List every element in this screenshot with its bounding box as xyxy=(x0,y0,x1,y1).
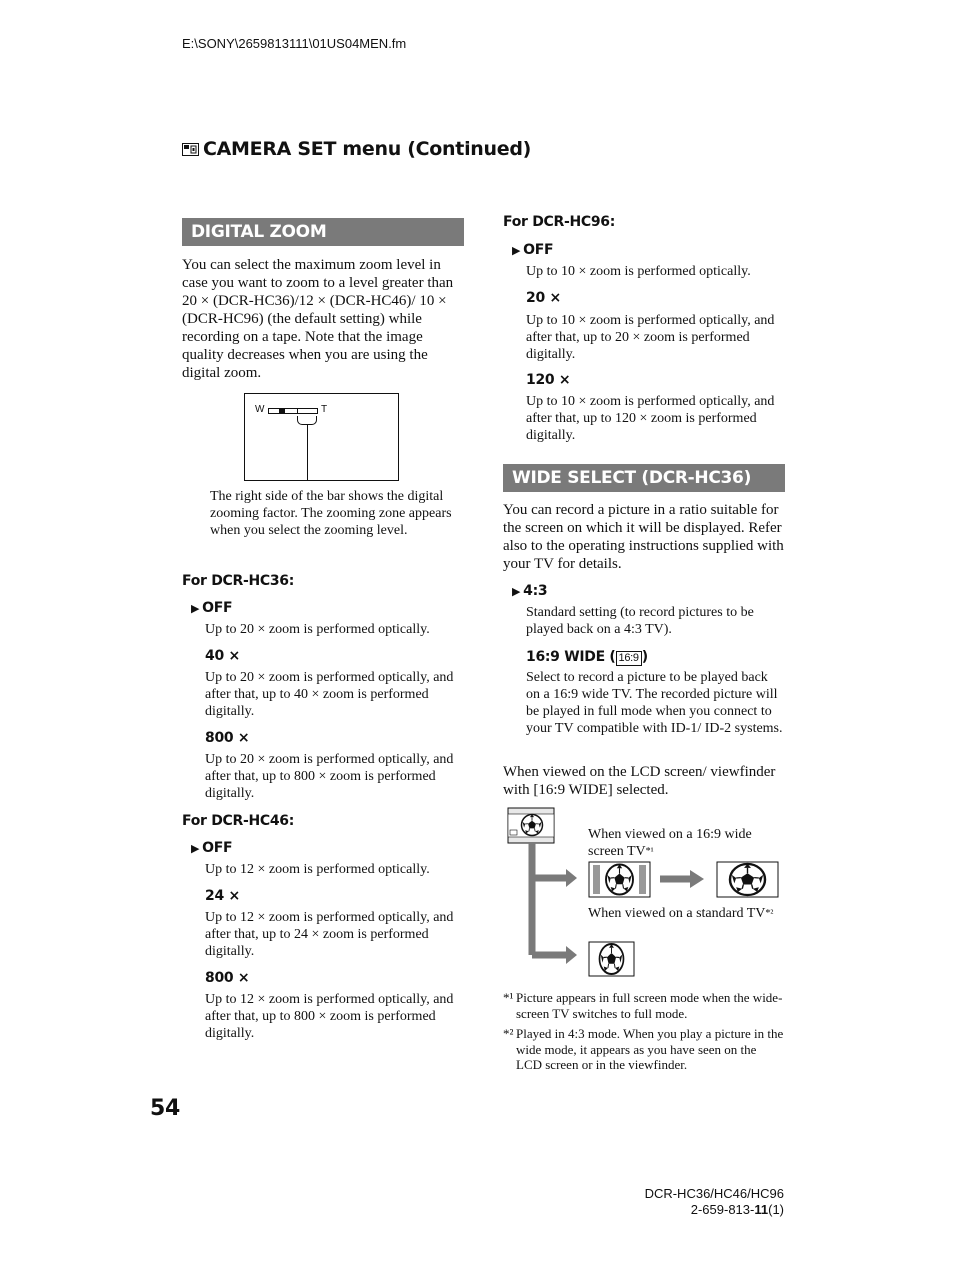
standard-tv-footnote-mark: *² xyxy=(765,908,774,919)
wide-select-bar: WIDE SELECT (DCR-HC36) xyxy=(503,464,785,492)
wide-opt2-desc: Select to record a picture to be played back on a 16:9 wide TV. The recorded picture will be played in full mode when you connect to your TV compatible with ID-1/ ID-2 systems. xyxy=(526,670,783,736)
standard-tv-thumb xyxy=(589,942,634,976)
hc96-heading: For DCR-HC96: xyxy=(503,214,616,230)
hc96-opt1-label: OFF xyxy=(523,242,554,258)
wide-tv-label xyxy=(588,826,784,860)
hc96-opt3: 120 × xyxy=(526,372,571,388)
model-code-suffix: (1) xyxy=(768,1202,784,1217)
screen-w-label: W xyxy=(255,404,265,415)
wide-opt2 xyxy=(526,649,648,666)
hc46-opt2: 24 × xyxy=(205,888,240,904)
hc46-heading: For DCR-HC46: xyxy=(182,813,295,829)
wide-tv-footnote-mark: *¹ xyxy=(645,846,654,857)
hc46-opt3-desc: Up to 12 × zoom is performed optically, and after that, up to 800 × zoom is performed digitally. xyxy=(205,992,454,1041)
zoom-figure-caption: The right side of the bar shows the digital zooming factor. The zooming zone appears when you select the zooming level. xyxy=(210,489,452,538)
wide-opt1-label: 4:3 xyxy=(523,583,548,599)
zoom-screen-figure xyxy=(244,393,399,481)
hc96-opt1-desc: Up to 10 × zoom is performed optically. xyxy=(526,264,751,279)
zoom-bar xyxy=(268,408,318,414)
footnote-1-mark: *¹ xyxy=(503,990,514,1005)
wide-tv-label-text: When viewed on a 16:9 wide screen TV xyxy=(588,827,752,859)
hc36-opt3-desc: Up to 20 × zoom is performed optically, and after that, up to 800 × zoom is performed digitally. xyxy=(205,752,454,801)
wide-tv-thumb xyxy=(589,862,650,897)
wide-16-9-icon: 16:9 xyxy=(616,651,642,666)
footnote-2-mark: *² xyxy=(503,1026,514,1041)
camera-icon xyxy=(182,141,199,157)
default-marker-icon: ▶ xyxy=(512,244,521,257)
zoom-bar-indicator xyxy=(279,409,285,413)
wide-tv-full-thumb xyxy=(717,862,778,897)
footnote-2-text: Played in 4:3 mode. When you play a picture in the wide mode, it appears as you have seen on the LCD screen or in the viewfinder. xyxy=(516,1026,784,1072)
digital-zoom-intro: You can select the maximum zoom level in case you want to zoom to a level greater than 20 × (DCR-HC36)/12 × (DCR-HC46)/ 10 × (DCR-HC96) (the default setting) while recording on a tape. Note that the image quality decreases when you are using the digital zoom. xyxy=(182,257,454,381)
hc96-opt2: 20 × xyxy=(526,290,561,306)
hc36-opt1-label: OFF xyxy=(202,600,233,616)
hc46-opt3: 800 × xyxy=(205,970,250,986)
digital-zoom-bar: DIGITAL ZOOM xyxy=(182,218,464,246)
hc96-opt1 xyxy=(512,242,553,258)
hc36-opt1 xyxy=(191,600,232,616)
hc46-opt1-label: OFF xyxy=(202,840,233,856)
hc96-opt3-desc: Up to 10 × zoom is performed optically, and after that, up to 120 × zoom is performed digitally. xyxy=(526,394,775,443)
model-code-prefix: 2-659-813- xyxy=(690,1202,755,1217)
standard-tv-label-text: When viewed on a standard TV xyxy=(588,906,766,921)
wide-opt1 xyxy=(512,583,547,599)
footnote-1 xyxy=(503,990,785,1021)
hc36-opt2: 40 × xyxy=(205,648,240,664)
wide-opt2-prefix: 16:9 WIDE ( xyxy=(526,649,616,665)
page-title-text: CAMERA SET menu (Continued) xyxy=(203,138,531,160)
hc46-opt2-desc: Up to 12 × zoom is performed optically, and after that, up to 24 × zoom is performed digitally. xyxy=(205,910,454,959)
hc36-opt2-desc: Up to 20 × zoom is performed optically, and after that, up to 40 × zoom is performed digitally. xyxy=(205,670,454,719)
footnote-2 xyxy=(503,1026,785,1073)
zoom-bar-divider xyxy=(297,408,298,414)
lcd-note: When viewed on the LCD screen/ viewfinder with [16:9 WIDE] selected. xyxy=(503,764,776,798)
model-footer xyxy=(645,1186,784,1218)
wide-opt1-desc: Standard setting (to record pictures to be played back on a 4:3 TV). xyxy=(526,605,754,637)
hc96-opt2-desc: Up to 10 × zoom is performed optically, and after that, up to 20 × zoom is performed digitally. xyxy=(526,313,775,362)
wide-select-intro: You can record a picture in a ratio suitable for the screen on which it will be displayed. Refer also to the operating instructions supplied with your TV for details. xyxy=(503,502,784,572)
default-marker-icon: ▶ xyxy=(191,602,200,615)
zoom-zone-bracket xyxy=(297,416,317,425)
lcd-screen-thumb xyxy=(508,808,554,843)
default-marker-icon: ▶ xyxy=(512,585,521,598)
hc36-opt3: 800 × xyxy=(205,730,250,746)
default-marker-icon: ▶ xyxy=(191,842,200,855)
model-name: DCR-HC36/HC46/HC96 xyxy=(644,1186,784,1201)
model-code-bold: 11 xyxy=(754,1202,769,1217)
hc36-opt1-desc: Up to 20 × zoom is performed optically. xyxy=(205,622,430,637)
page-number: 54 xyxy=(150,1096,181,1121)
wide-opt2-suffix: ) xyxy=(641,649,648,665)
hc46-opt1 xyxy=(191,840,232,856)
standard-tv-label xyxy=(588,905,784,922)
page-title xyxy=(182,138,531,160)
callout-line xyxy=(307,425,308,481)
footnote-1-text: Picture appears in full screen mode when the wide-screen TV switches to full mode. xyxy=(516,990,783,1021)
hc36-heading: For DCR-HC36: xyxy=(182,573,295,589)
screen-t-label: T xyxy=(321,404,328,415)
model-code xyxy=(645,1202,784,1218)
hc46-opt1-desc: Up to 12 × zoom is performed optically. xyxy=(205,862,430,877)
file-path: E:\SONY\2659813111\01US04MEN.fm xyxy=(182,36,407,51)
